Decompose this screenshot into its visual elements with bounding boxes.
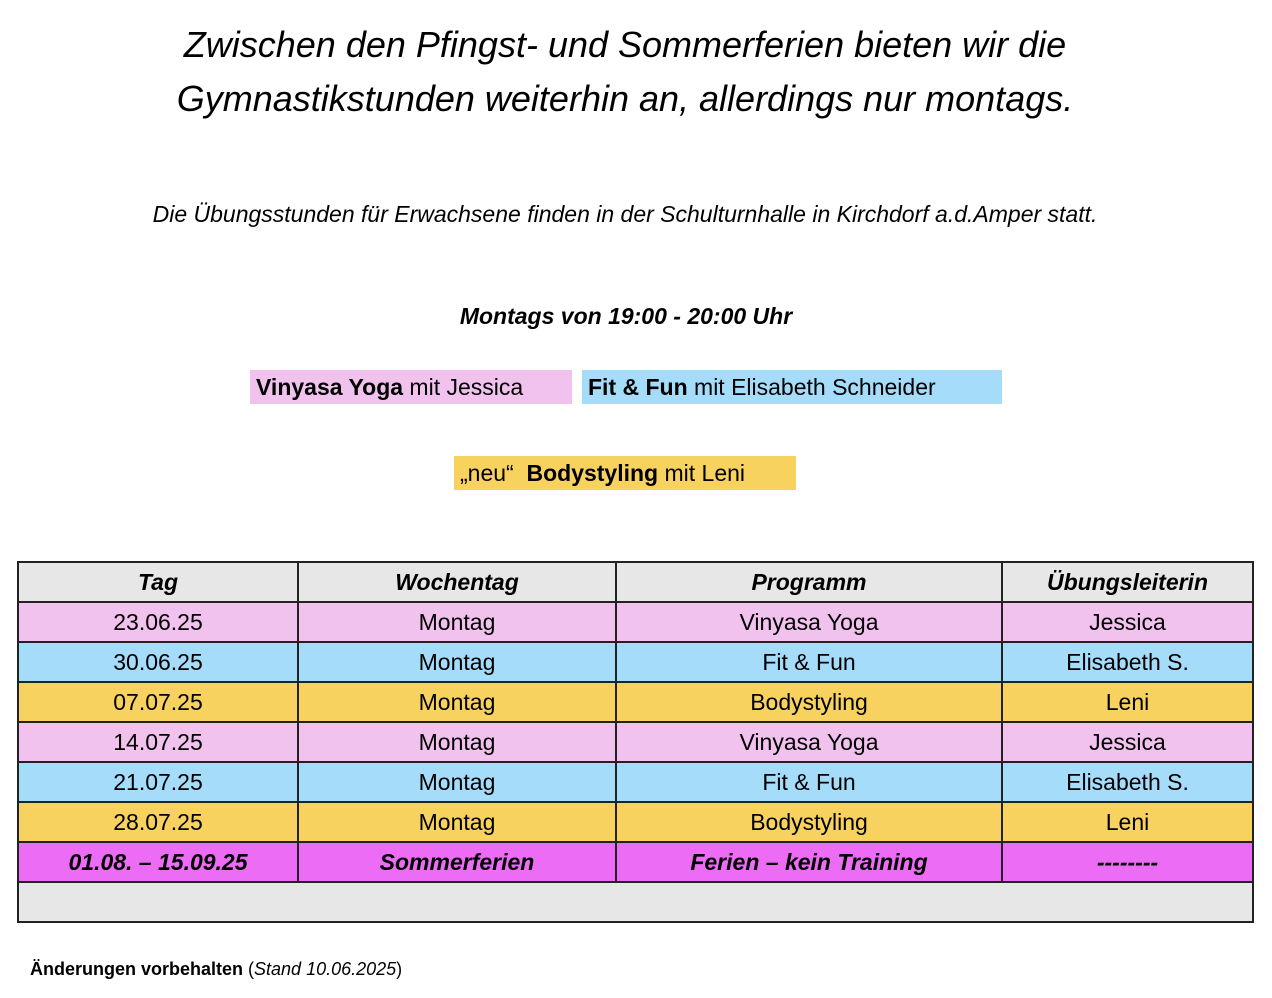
course-trainer-fit: mit Elisabeth Schneider — [687, 374, 936, 400]
headline — [0, 18, 1250, 126]
headline-line-1: Zwischen den Pfingst- und Sommerferien bieten wir die — [183, 24, 1067, 65]
footer-disclaimer: Änderungen vorbehalten — [30, 959, 244, 979]
table-row — [18, 802, 1253, 842]
cell-weekday: Montag — [298, 762, 616, 802]
table-row-empty — [18, 882, 1253, 922]
cell-weekday: Montag — [298, 802, 616, 842]
cell-date: 14.07.25 — [18, 722, 298, 762]
cell-date: 30.06.25 — [18, 642, 298, 682]
course-badge-yoga — [250, 370, 572, 404]
table-row-holiday — [18, 842, 1253, 882]
schedule-table — [17, 561, 1254, 923]
cell-trainer: -------- — [1002, 842, 1253, 882]
cell-trainer: Jessica — [1002, 602, 1253, 642]
cell-date: 07.07.25 — [18, 682, 298, 722]
cell-trainer: Jessica — [1002, 722, 1253, 762]
footer-paren-close: ) — [396, 959, 403, 979]
new-label: „neu“ — [460, 460, 527, 486]
cell-weekday: Sommerferien — [298, 842, 616, 882]
course-name-bodystyling: Bodystyling — [526, 460, 659, 486]
cell-program: Fit & Fun — [616, 762, 1002, 802]
course-badge-bodystyling — [454, 456, 796, 490]
cell-weekday: Montag — [298, 602, 616, 642]
cell-weekday: Montag — [298, 722, 616, 762]
table-row — [18, 722, 1253, 762]
empty-cell — [18, 882, 1253, 922]
table-header-row — [18, 562, 1253, 602]
course-trainer-yoga: mit Jessica — [403, 374, 524, 400]
cell-program: Fit & Fun — [616, 642, 1002, 682]
time-info: Montags von 19:00 - 20:00 Uhr — [459, 303, 793, 329]
footer-date: Stand 10.06.2025 — [254, 959, 397, 979]
footer-note — [30, 956, 402, 982]
column-header-uebungsleiterin: Übungsleiterin — [1002, 562, 1253, 602]
course-badge-fit — [582, 370, 1002, 404]
cell-trainer: Leni — [1002, 682, 1253, 722]
cell-weekday: Montag — [298, 642, 616, 682]
table-row — [18, 642, 1253, 682]
column-header-tag: Tag — [18, 562, 298, 602]
course-name-yoga: Vinyasa Yoga — [256, 374, 404, 400]
cell-trainer: Elisabeth S. — [1002, 642, 1253, 682]
cell-program: Ferien – kein Training — [616, 842, 1002, 882]
venue-info: Die Übungsstunden für Erwachsene finden in der Schulturnhalle in Kirchdorf a.d.Amper statt. — [152, 201, 1098, 227]
cell-program: Vinyasa Yoga — [616, 722, 1002, 762]
cell-weekday: Montag — [298, 682, 616, 722]
cell-date: 23.06.25 — [18, 602, 298, 642]
cell-program: Vinyasa Yoga — [616, 602, 1002, 642]
column-header-programm: Programm — [616, 562, 1002, 602]
course-name-fit: Fit & Fun — [588, 374, 688, 400]
column-header-wochentag: Wochentag — [298, 562, 616, 602]
footer-paren-open: ( — [243, 959, 255, 979]
cell-trainer: Leni — [1002, 802, 1253, 842]
cell-program: Bodystyling — [616, 682, 1002, 722]
table-row — [18, 682, 1253, 722]
cell-date: 01.08. – 15.09.25 — [18, 842, 298, 882]
cell-date: 28.07.25 — [18, 802, 298, 842]
table-row — [18, 602, 1253, 642]
cell-trainer: Elisabeth S. — [1002, 762, 1253, 802]
headline-line-2: Gymnastikstunden weiterhin an, allerdings nur montags. — [176, 78, 1074, 119]
cell-program: Bodystyling — [616, 802, 1002, 842]
course-trainer-bodystyling: mit Leni — [658, 460, 746, 486]
cell-date: 21.07.25 — [18, 762, 298, 802]
table-row — [18, 762, 1253, 802]
